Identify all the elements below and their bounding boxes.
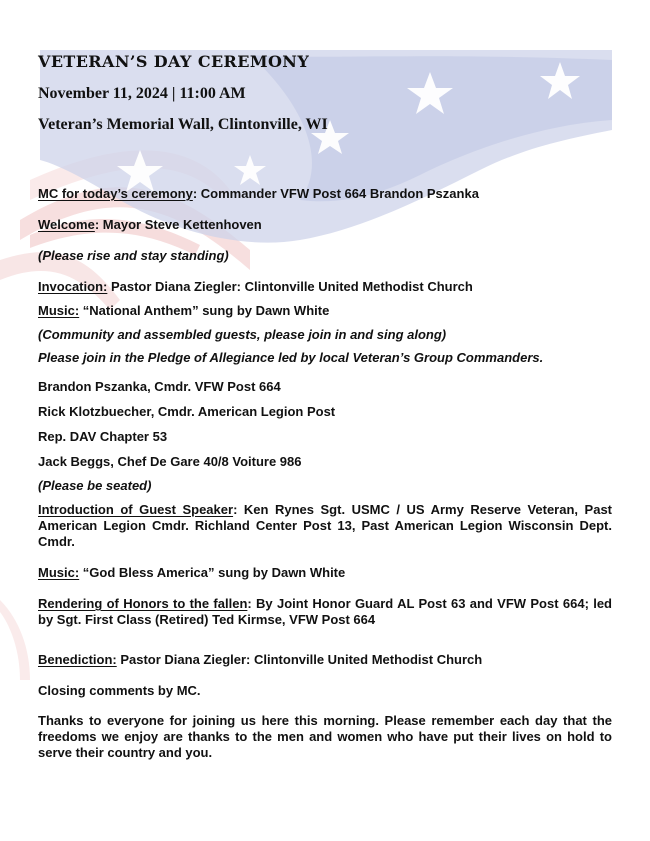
- welcome-sep: :: [94, 217, 103, 232]
- invocation-value: Pastor Diana Ziegler: Clintonville United Methodist Church: [107, 279, 473, 294]
- music-god-bless-value: “God Bless America” sung by Dawn White: [79, 565, 346, 580]
- commander-item: Jack Beggs, Chef De Gare 40/8 Voiture 986: [38, 454, 302, 469]
- mc-label: MC for today’s ceremony: [38, 186, 193, 201]
- guest-speaker-label: Introduction of Guest Speaker: [38, 502, 234, 517]
- honors-value: : By Joint Honor Guard AL Post 63 and VFW Post 664; led by Sgt. First Class (Retired) Ted Kirmse, VFW Post 664: [38, 596, 612, 627]
- guest-speaker-paragraph: [38, 502, 612, 550]
- commander-item: Brandon Pszanka, Cmdr. VFW Post 664: [38, 379, 281, 394]
- commander-item: Rick Klotzbuecher, Cmdr. American Legion Post: [38, 404, 336, 419]
- music-anthem-line: [38, 303, 612, 319]
- welcome-line: [38, 217, 612, 233]
- honors-label: Rendering of Honors to the fallen: [38, 596, 248, 611]
- music-god-bless-label: Music:: [38, 565, 80, 580]
- invocation-line: [38, 279, 612, 295]
- music-anthem-value: “National Anthem” sung by Dawn White: [79, 303, 330, 318]
- pledge-note: Please join in the Pledge of Allegiance led by local Veteran’s Group Commanders.: [38, 350, 544, 365]
- welcome-value: Mayor Steve Kettenhoven: [102, 217, 262, 232]
- thanks-paragraph: Thanks to everyone for joining us here this morning. Please remember each day that the freedoms we enjoy are thanks to the men and women who have put their lives on hold to serve their country and you.: [38, 713, 612, 760]
- event-location: Veteran’s Memorial Wall, Clintonville, WI: [38, 116, 328, 133]
- closing-line: Closing comments by MC.: [38, 683, 201, 698]
- community-note: (Community and assembled guests, please join in and sing along): [38, 327, 447, 342]
- benediction-label: Benediction:: [38, 652, 117, 667]
- benediction-value: Pastor Diana Ziegler: Clintonville United Methodist Church: [116, 652, 483, 667]
- mc-line: [38, 186, 612, 202]
- rise-note: (Please rise and stay standing): [38, 248, 229, 263]
- seated-note: (Please be seated): [38, 478, 152, 493]
- guest-speaker-value: : Ken Rynes Sgt. USMC / US Army Reserve Veteran, Past American Legion Cmdr. Richland Center Post 13, Past American Legion Wisconsin Dept. Cmdr.: [38, 502, 612, 549]
- honors-paragraph: [38, 596, 612, 628]
- music-god-bless-line: [38, 565, 612, 581]
- benediction-line: [38, 652, 612, 668]
- commander-item: Rep. DAV Chapter 53: [38, 429, 168, 444]
- page-title: VETERAN’S DAY CEREMONY: [38, 52, 310, 71]
- event-date: November 11, 2024 | 11:00 AM: [38, 85, 246, 102]
- mc-sep: :: [192, 186, 201, 201]
- mc-value: Commander VFW Post 664 Brandon Pszanka: [200, 186, 479, 201]
- music-anthem-label: Music:: [38, 303, 80, 318]
- welcome-label: Welcome: [38, 217, 95, 232]
- invocation-label: Invocation:: [38, 279, 108, 294]
